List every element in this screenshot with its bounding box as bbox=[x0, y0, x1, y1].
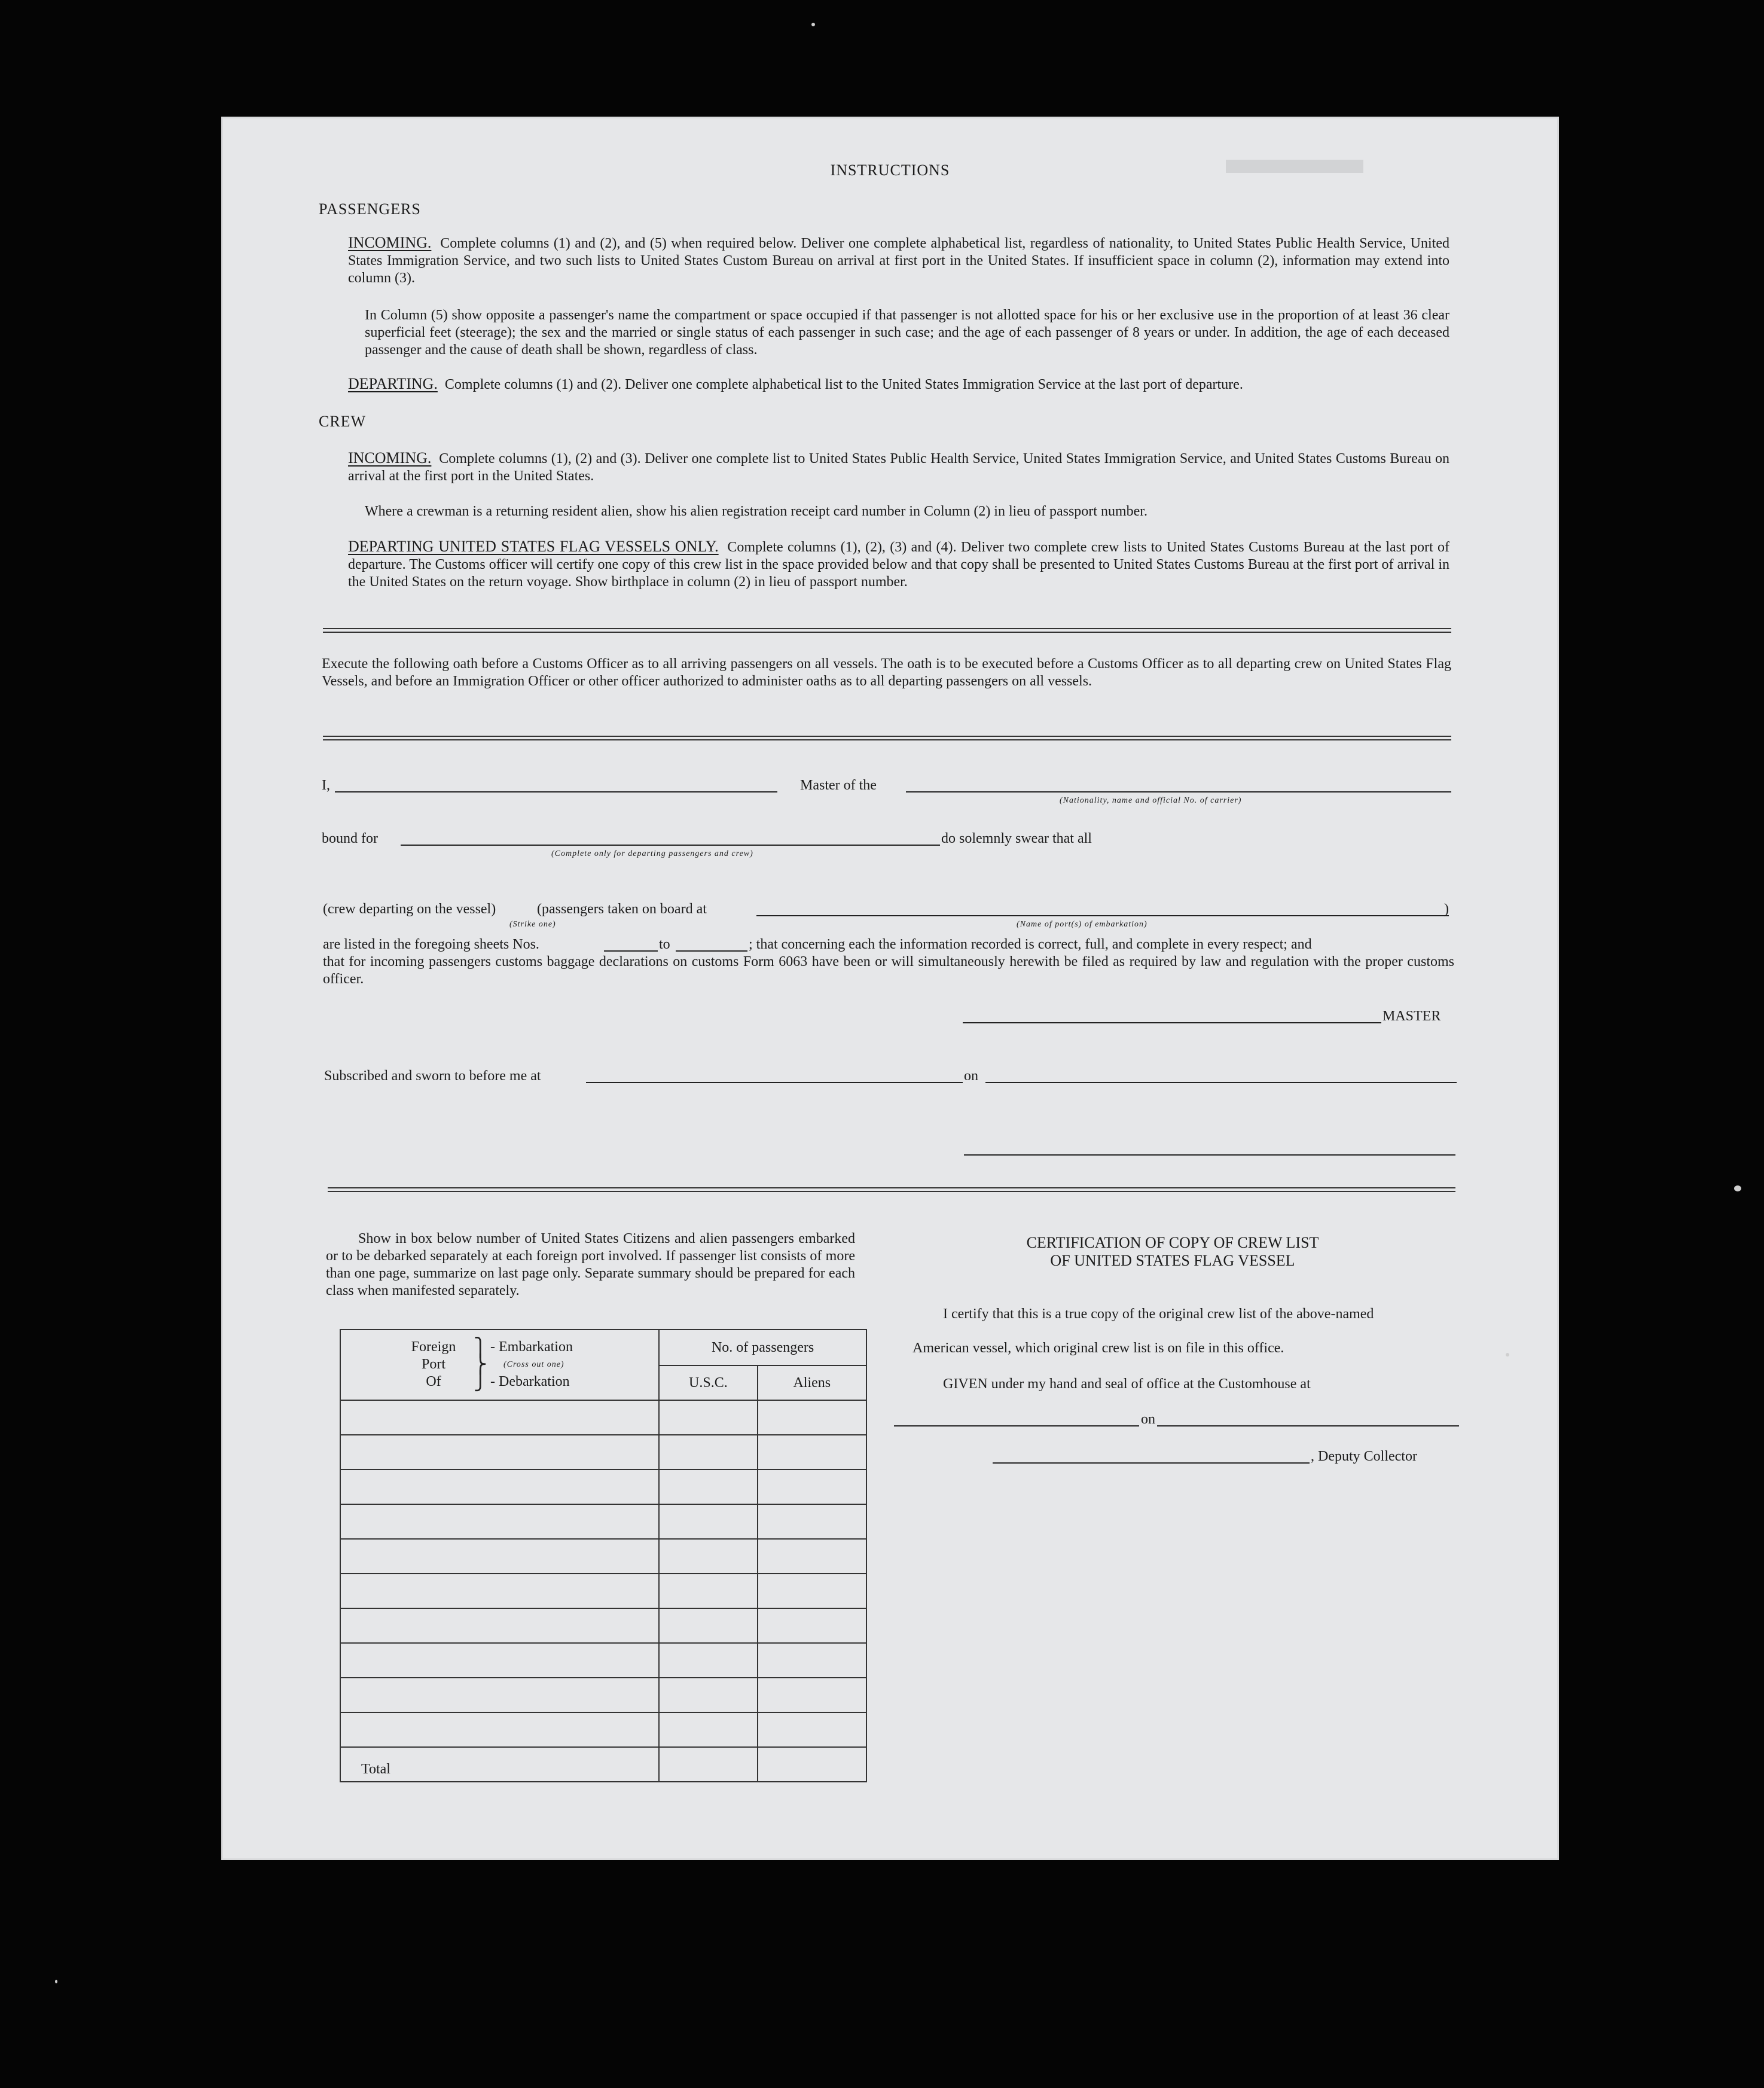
usc-cell[interactable] bbox=[659, 1504, 757, 1539]
port-cell[interactable] bbox=[340, 1574, 659, 1608]
aliens-cell[interactable] bbox=[758, 1574, 866, 1608]
instructions-title: INSTRUCTIONS bbox=[830, 161, 950, 179]
usc-cell[interactable] bbox=[659, 1608, 757, 1643]
departing-note: (Complete only for departing passengers and crew) bbox=[551, 849, 753, 858]
summary-text: Show in box below number of United States Citizens and alien passengers embarked or to be debarked separately at each foreign port involved. If passenger list consists of more than one page, summarize on last page only. Separate summary should be prepared for each class when manifested separately. bbox=[326, 1231, 855, 1298]
usc-cell[interactable] bbox=[659, 1539, 757, 1574]
divider bbox=[328, 1187, 1455, 1192]
crew-resident-paragraph: Where a crewman is a returning resident alien, show his alien registration receipt card number in Column (2) in lieu of passport number. bbox=[365, 504, 1147, 519]
aliens-cell[interactable] bbox=[758, 1470, 866, 1504]
close-paren: ) bbox=[1444, 901, 1449, 917]
passengers-heading: PASSENGERS bbox=[319, 200, 421, 218]
crew-incoming-paragraph bbox=[348, 449, 1449, 485]
deputy-signature-line[interactable] bbox=[993, 1462, 1310, 1464]
aliens-total-cell[interactable] bbox=[758, 1747, 866, 1782]
subscribed-label: Subscribed and sworn to before me at bbox=[324, 1068, 541, 1084]
nationality-note: (Nationality, name and official No. of carrier) bbox=[1060, 796, 1242, 805]
usc-cell[interactable] bbox=[659, 1435, 757, 1470]
certification-title-line1: CERTIFICATION OF COPY OF CREW LIST bbox=[1026, 1234, 1319, 1251]
cross-out-note: (Cross out one) bbox=[503, 1360, 564, 1369]
dust-speck bbox=[55, 1980, 57, 1983]
passengers-taken-option: (passengers taken on board at bbox=[537, 901, 707, 917]
master-signature-line[interactable] bbox=[963, 1022, 1381, 1023]
port-cell[interactable] bbox=[340, 1608, 659, 1643]
master-of-the-label: Master of the bbox=[800, 778, 877, 793]
sheet-to-field[interactable] bbox=[676, 950, 747, 952]
aliens-cell[interactable] bbox=[758, 1643, 866, 1678]
dust-speck bbox=[1506, 1353, 1509, 1357]
strike-note: (Strike one) bbox=[509, 920, 556, 929]
embarkation-label: - Embarkation bbox=[490, 1339, 573, 1355]
usc-cell[interactable] bbox=[659, 1643, 757, 1678]
aliens-cell[interactable] bbox=[758, 1435, 866, 1470]
deputy-collector-label: , Deputy Collector bbox=[1311, 1449, 1417, 1464]
passengers-incoming-paragraph bbox=[348, 234, 1449, 287]
cert-date-field[interactable] bbox=[1157, 1425, 1459, 1426]
cert-on-label: on bbox=[1141, 1412, 1155, 1427]
usc-header: U.S.C. bbox=[659, 1365, 757, 1400]
usc-cell[interactable] bbox=[659, 1678, 757, 1712]
foreign-label: Foreign bbox=[411, 1339, 456, 1355]
faded-stamp bbox=[1226, 160, 1363, 173]
oath-intro: Execute the following oath before a Customs Officer as to all arriving passengers on all vessels. The oath is to be executed before a Customs Officer as to all departing crew on United States Flag Vessels, and before an Immigration Officer or other officer authorized to administer oaths as to all departing passengers on all vessels. bbox=[322, 656, 1451, 689]
oath-i-label: I, bbox=[322, 778, 330, 793]
certification-title-line2: OF UNITED STATES FLAG VESSEL bbox=[1050, 1252, 1295, 1269]
embarkation-ports-field[interactable] bbox=[756, 915, 1449, 916]
dust-speck bbox=[1734, 1185, 1741, 1191]
port-cell[interactable] bbox=[340, 1712, 659, 1747]
dust-speck bbox=[811, 23, 815, 26]
master-name-field[interactable] bbox=[335, 791, 777, 792]
crew-departing-text: Complete columns (1), (2), (3) and (4). Deliver two complete crew lists to United States Customs Bureau at the last port of departure. The Customs officer will certify one copy of this crew list in the space provided below and that copy shall be presented to United States Customs Bureau at the first port of arrival in the United States on the return voyage. Show birthplace in column (2) in lieu of passport number. bbox=[348, 539, 1450, 590]
debarkation-label: - Debarkation bbox=[490, 1374, 570, 1389]
aliens-cell[interactable] bbox=[758, 1504, 866, 1539]
ports-table bbox=[340, 1329, 867, 1782]
aliens-cell[interactable] bbox=[758, 1678, 866, 1712]
usc-total-cell[interactable] bbox=[659, 1747, 757, 1782]
crew-incoming-label: INCOMING. bbox=[348, 449, 432, 467]
port-cell[interactable] bbox=[340, 1435, 659, 1470]
sworn-place-field[interactable] bbox=[586, 1082, 963, 1083]
port-cell[interactable] bbox=[340, 1400, 659, 1435]
certify-text: ; that concerning each the information recorded is correct, full, and complete in every respect; and bbox=[749, 937, 1312, 952]
divider bbox=[323, 628, 1451, 633]
divider bbox=[323, 736, 1451, 740]
no-of-passengers-header: No. of passengers bbox=[659, 1330, 866, 1365]
aliens-header: Aliens bbox=[758, 1365, 866, 1400]
bound-for-label: bound for bbox=[322, 831, 378, 846]
port-cell[interactable] bbox=[340, 1539, 659, 1574]
passengers-departing-paragraph bbox=[348, 375, 1449, 394]
carrier-field[interactable] bbox=[906, 791, 1451, 792]
port-cell[interactable] bbox=[340, 1643, 659, 1678]
sheet-from-field[interactable] bbox=[604, 950, 658, 952]
crew-departing-option: (crew departing on the vessel) bbox=[323, 901, 496, 917]
on-label: on bbox=[964, 1068, 978, 1084]
passengers-column5-paragraph: In Column (5) show opposite a passenger's name the compartment or space occupied if that passenger is not allotted space for his or her exclusive use in the proportion of at least 36 clear superficial feet (steerage); the sex and the married or single status of each passenger in such case; and the age of each passenger of 8 years or under. In addition, the age of each deceased passenger and the cause of death shall be shown, regardless of class. bbox=[365, 307, 1449, 358]
crew-heading: CREW bbox=[319, 413, 367, 430]
aliens-cell[interactable] bbox=[758, 1400, 866, 1435]
port-cell[interactable] bbox=[340, 1470, 659, 1504]
passengers-departing-label: DEPARTING. bbox=[348, 375, 438, 392]
customhouse-field[interactable] bbox=[894, 1425, 1139, 1426]
officer-signature-line[interactable] bbox=[964, 1154, 1455, 1156]
crew-departing-label: DEPARTING UNITED STATES FLAG VESSELS ONLY. bbox=[348, 538, 719, 555]
sworn-date-field[interactable] bbox=[985, 1082, 1457, 1083]
baggage-text: that for incoming passengers customs baggage declarations on customs Form 6063 have been or will simultaneously herewith be filed as required by law and regulation with the proper customs officer. bbox=[323, 954, 1454, 987]
port-cell[interactable] bbox=[340, 1678, 659, 1712]
bound-for-field[interactable] bbox=[401, 845, 940, 846]
document-page bbox=[221, 117, 1559, 1860]
certify-line1: I certify that this is a true copy of the original crew list of the above-named bbox=[943, 1306, 1374, 1322]
ports-note: (Name of port(s) of embarkation) bbox=[1017, 920, 1147, 929]
aliens-cell[interactable] bbox=[758, 1608, 866, 1643]
usc-cell[interactable] bbox=[659, 1574, 757, 1608]
usc-cell[interactable] bbox=[659, 1470, 757, 1504]
passengers-departing-text: Complete columns (1) and (2). Deliver one complete alphabetical list to the United States Immigration Service at the last port of departure. bbox=[444, 377, 1243, 392]
aliens-cell[interactable] bbox=[758, 1712, 866, 1747]
passengers-incoming-label: INCOMING. bbox=[348, 234, 432, 251]
port-label: Port bbox=[421, 1357, 445, 1372]
total-label: Total bbox=[340, 1747, 659, 1782]
swear-text: do solemnly swear that all bbox=[941, 831, 1092, 846]
usc-cell[interactable] bbox=[659, 1400, 757, 1435]
of-label: Of bbox=[426, 1374, 441, 1389]
brace-icon: ⎫ ⎬ ⎭ bbox=[474, 1338, 487, 1391]
sheets-text: are listed in the foregoing sheets Nos. bbox=[323, 937, 539, 952]
passengers-incoming-text: Complete columns (1) and (2), and (5) when required below. Deliver one complete alphabetical list, regardless of nationality, to United States Public Health Service, United States Immigration Service, and two such lists to United States Custom Bureau on arrival at first port in the United States. If insufficient space in column (2), information may extend into column (3). bbox=[348, 236, 1449, 286]
given-text: GIVEN under my hand and seal of office at the Customhouse at bbox=[943, 1376, 1311, 1392]
crew-departing-paragraph bbox=[348, 538, 1449, 591]
usc-cell[interactable] bbox=[659, 1712, 757, 1747]
crew-incoming-text: Complete columns (1), (2) and (3). Deliver one complete list to United States Public Health Service, United States Immigration Service, and United States Customs Bureau on arrival at the first port in the United States. bbox=[348, 451, 1450, 484]
port-cell[interactable] bbox=[340, 1504, 659, 1539]
to-label: to bbox=[659, 937, 670, 952]
certification-title bbox=[879, 1234, 1466, 1270]
certify-line2: American vessel, which original crew list is on file in this office. bbox=[912, 1340, 1284, 1356]
foreign-port-header bbox=[340, 1330, 659, 1400]
master-label: MASTER bbox=[1382, 1008, 1441, 1024]
aliens-cell[interactable] bbox=[758, 1539, 866, 1574]
